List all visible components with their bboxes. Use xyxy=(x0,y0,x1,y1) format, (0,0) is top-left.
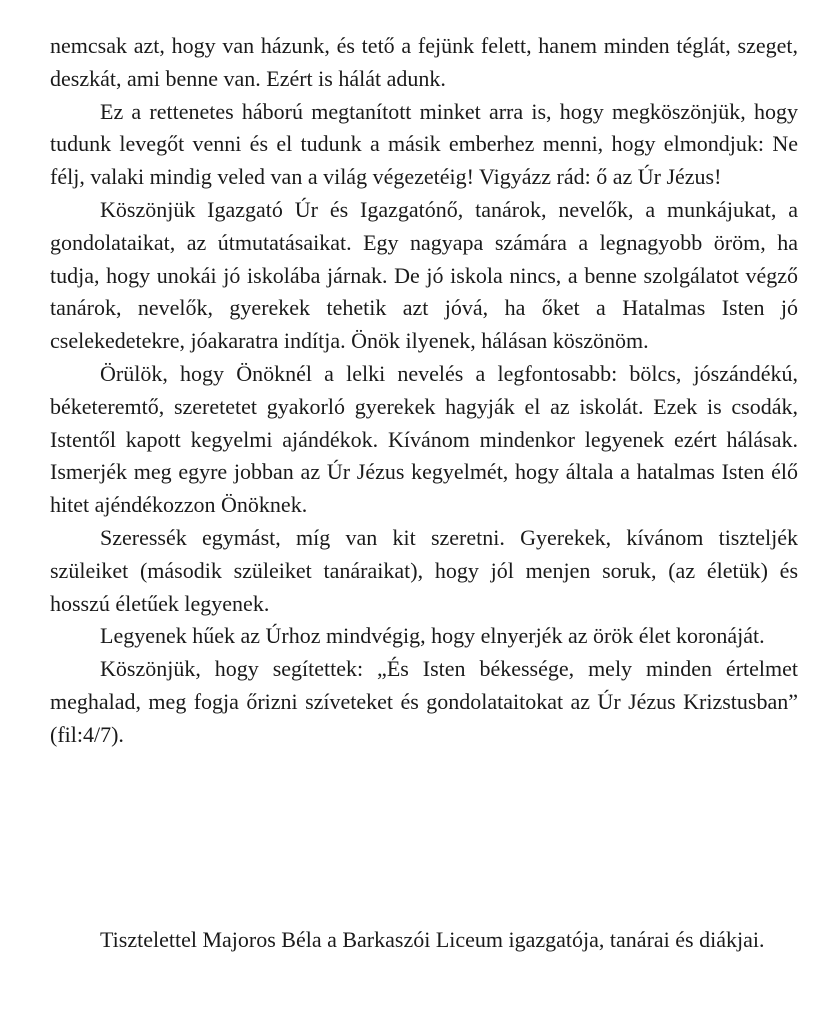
paragraph-war-lesson: Ez a rettenetes háború megtanított minket arra is, hogy megköszönjük, hogy tudunk levegőt venni és el tudunk a másik emberhez menni, hogy elmondjuk: Ne félj, valaki mindig veled van a világ végezetéig! Vigyázz rád: ő az Úr Jézus! xyxy=(50,98,798,190)
paragraph-love-each-other: Szeressék egymást, míg van kit szeretni. Gyerekek, kívánom tiszteljék szüleiket (második szüleiket tanáraikat), hogy jól menjen soruk, (az életük) és hosszú életűek legyenek. xyxy=(50,524,798,616)
document-body xyxy=(50,30,798,752)
paragraph-continuation: nemcsak azt, hogy van házunk, és tető a fejünk felett, hanem minden téglát, szeget, deszkát, ami benne van. Ezért is hálát adunk. xyxy=(50,33,798,91)
paragraph-faithful: Legyenek hűek az Úrhoz mindvégig, hogy elnyerjék az örök élet koronáját. xyxy=(100,623,765,649)
paragraph-scripture-quote: Köszönjük, hogy segítettek: „És Isten békessége, mely minden értelmet meghalad, meg fogja őrizni szíveteket és gondolataitokat az Úr Jézus Krizstusban” (fil:4/7). xyxy=(50,656,798,747)
signature-line: Tisztelettel Majoros Béla a Barkaszói Liceum igazgatója, tanárai és diákjai. xyxy=(100,927,765,952)
paragraph-thanks-staff: Köszönjük Igazgató Úr és Igazgatónő, tanárok, nevelők, a munkájukat, a gondolataikat, az útmutatásaikat. Egy nagyapa számára a legnagyobb öröm, ha tudja, hogy unokái jó iskolába járnak. De jó iskola nincs, a benne szolgálatot végző tanárok, nevelők, gyerekek tehetik azt jóvá, ha őket a Hatalmas Isten jó cselekedetekre, jóakaratra indítja. Önök ilyenek, hálásan köszönöm. xyxy=(50,196,798,354)
paragraph-spiritual-education: Örülök, hogy Önöknél a lelki nevelés a legfontosabb: bölcs, jószándékú, béketeremtő, szeretetet gyakorló gyerekek hagyják el az iskolát. Ezek is csodák, Istentől kapott kegyelmi ajándékok. Kívánom mindenkor legyenek ezért hálásak. Ismerjék meg egyre jobban az Úr Jézus kegyelmét, hogy általa a hatalmas Isten élő hitet ajéndékozzon Önöknek. xyxy=(50,360,798,518)
